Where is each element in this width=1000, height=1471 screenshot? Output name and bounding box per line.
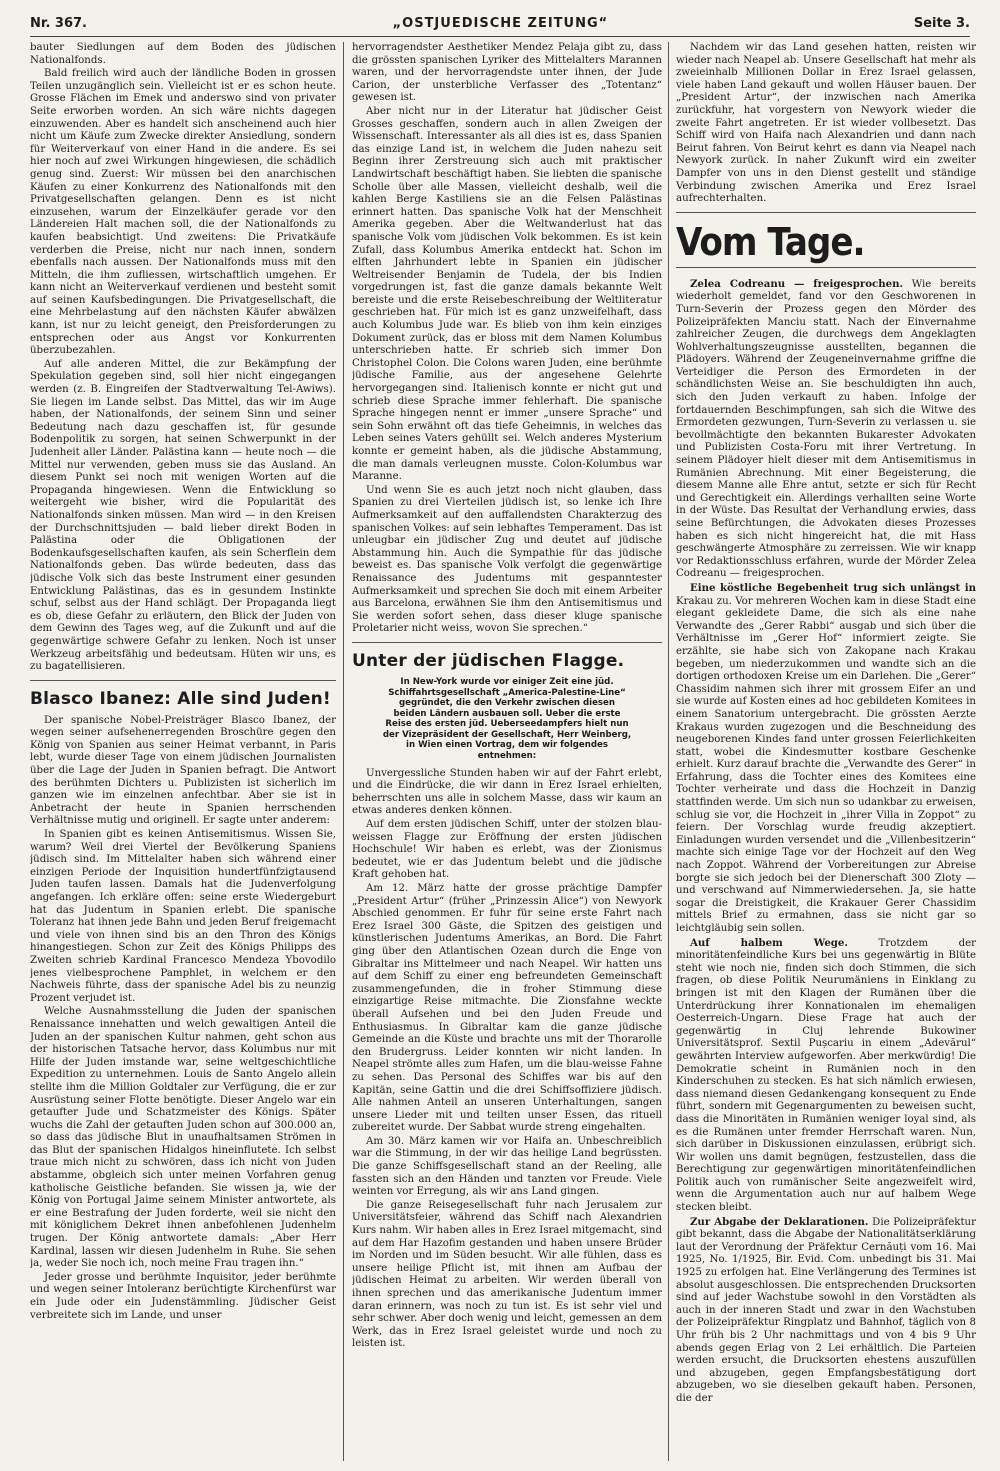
paragraph: Der spanische Nobel-Preisträger Blasco Ibanez, der wegen seiner aufsehenerregenden Broschüre gegen den König von Spanien aus seiner Heimat verbannt, in Paris lebt, wurde dieser Tage von einem jüdischen Journalisten über die Lage der Juden in Spanien befragt. Die Antwort des berühmten Dichters u. Publizisten ist sicherlich im ganzen wie im einzelnen anfechtbar. Aber sie ist in Anbetracht der heute in Spanien herrschenden Verhältnisse mutig und originell. Er sagte unter anderem: xyxy=(30,714,336,827)
page-number: Seite 3. xyxy=(913,15,970,31)
article-divider xyxy=(676,212,976,213)
news-body: Wie bereits wiederholt gemeldet, fand vor den Geschworenen in Turn-Severin der Prozess gegen den Mörder des Polizeipräfekten Manciu statt. Nach der Einvernahme zahlreicher Zeugen, die durchwegs dem Angeklagten Wohlverhaltungszeugnisse ausstellten, begannen die Plädoyers. Während der Zeugeneinvernahme griffne die Verteidiger die Person des Ermordeten in der schändlichsten Weise an. Sie beschuldigten ihn auch, sich den Juden verkauft zu haben. Infolge der fortdauernden Beschimpfungen, sah sich die Witwe des Ermordeten gezwungen, Turn-Severin zu verlassen u. sie bevollmächtigte den bekannten Bukarester Advokaten und Publizisten Costa-Foru mit ihrer Vertretung. In seinem Plädoyer hielt dieser mit dem Antisemitismus in Rumänien Abrechnung. Mit einer Begeisterung, die diesem Manne alle Ehre antut, setzte er sich für Recht und Gerechtigkeit ein. Allerdings verhallten seine Worte in der Wüste. Das Resultat der Verhandlung erwies, dass seine Befürchtungen, die Advokaten dieses Prozesses haben es sich nicht hingereicht hat, die mit Hass geschwängerte Atmosphäre zu zerreissen. Wie wir knapp vor Redaktionsschluss erfahren, wurde der Mörder Zelea Codreanu — freigesprochen. xyxy=(676,278,976,580)
paragraph: Am 12. März hatte der grosse prächtige Dampfer „President Artur“ (früher „Prinzessin Alice“) von Newyork Abschied genommen. Er fuhr für seine erste Fahrt nach Erez Israel 300 Gäste, die Spitzen des geistigen und künstlerischen Judentums Amerikas, an Bord. Die Fahrt ging über den Atlantischen Ozean durch die Enge von Gibraltar ins Mittelmeer und nach Neapel. Wir hatten uns auf dem Schiff zu einer eng befreundeten Gemeinschaft zusammengefunden, die in froher Stimmung diese einzigartige Reise mitmachte. Die Zionsfahne weckte überall Aufsehen und bei den Juden Freude und Enthusiasmus. In Gibraltar kam die ganze jüdische Gemeinde an die Küste und brachte uns mit der Thorarolle den Brudergruss. Leider konnten wir nicht landen. In Neapel strömte alles zum Hafen, um die blau-weisse Fahne zu sehen. Das Personal des Schiffes war bis auf den Kapitän, seine Gattin und die drei Schiffsoffiziere jüdisch. Alle nahmen Anteil an unseren Unterhaltungen, sangen unsere Lieder mit und teilten unser Essen, das rituell zubereitet wurde. Der Sabbat wurde streng eingehalten. xyxy=(352,883,662,1134)
paragraph: Und wenn Sie es auch jetzt noch nicht glauben, dass Spanien zu drei Vierteilen jüdisch ist, so lenke ich Ihre Aufmerksamkeit auf den auffallendsten Charakterzug des spanischen Volkes: auf sein lebhaftes Temperament. Das ist unleugbar ein jüdischer Zug und deutet auf jüdische Abstammung hin. Auch die Sympathie für das jüdische beweist es. Das spanische Volk verfolgt die gegenwärtige Renaissance des Judentums mit gespanntester Aufmerksamkeit und sprechen Sie doch mit einem Arbeiter aus Barcelona, erwähnen Sie ihm den Antisemitismus und Sie werden sofort sehen, dass dieser kluge spanische Proletarier nicht weiss, wovon Sie sprechen.“ xyxy=(352,484,662,635)
paragraph: Nachdem wir das Land gesehen hatten, reisten wir wieder nach Neapel ab. Unsere Gesellschaft hat mehr als zweieinhalb Millionen Dollar in Erez Israel gelassen, viele haben Land gekauft und wollen Häuser bauen. Der „President Artur“, der inzwischen nach Amerika zurückfuhr, hat vorgestern von Newyork wieder die zweite Fahrt angetreten. Er ist wieder vollbesetzt. Das Schiff wird von Haifa nach Alexandrien und dann nach Beirut fahren. Von Beirut kehrt es dann via Neapel nach Newyork zurück. In naher Zukunft wird ein zweiter Dampfer von uns in den Dienst gestellt und ständige Verbindung zwischen Amerika und Erez Israel aufrechterhalten. xyxy=(676,42,976,205)
article-divider xyxy=(30,680,336,681)
paragraph: Am 30. März kamen wir vor Haifa an. Unbeschreiblich war die Stimmung, in der wir das heilige Land begrüssten. Die ganze Schiffsgesellschaft stand an der Reeling, alle fassten sich an den Händen und tanzten vor Freude. Viele weinten vor Erregung, als wir ans Land gingen. xyxy=(352,1135,662,1198)
paragraph: Bald freilich wird auch der ländliche Boden in grossen Teilen unzugänglich sein. Vielleicht ist er es schon heute. Grosse Flächen im Emek und anderswo sind von privater Seite erworben worden. An sich wäre nichts dagegen einzuwenden. Aber es handelt sich anscheinend auch hier nicht um Käufe zum Zwecke direkter Ansiedlung, sondern für Weiterverkauf von einer Hand in die andere. Es sei hier noch auf zwei Wirkungen hingewiesen, die schädlich genug sind. Zuerst: Wir müssen bei den anarchischen Käufen zu einer Konkurrenz des Nationalfonds mit den Privatgesellschaften gelangen. Denn es ist nicht einzusehen, warum der Einzelkäufer gerade vor den Ländereien Halt machen soll, die der Nationalfonds zu kaufen beabsichtigt. Und zweitens: Die Privatkäufe verderben die Preise, nicht nur nach innen, sondern ebenfalls nach aussen. Der Nationalfonds muss mit den Mitteln, die ihm zufliessen, wirtschaftlich umgehen. Er kann nicht an Weiterverkauf verdienen und besteht somit auf seinen Kaufsbedingungen. Die Privatgesellschaft, die eine Mehrbelastung auf den nächsten Käufer abwälzen kann, ist nur zu leicht geneigt, den Preisforderungen zu entsprechen oder aus Angst vor Konkurrenten überzubezahlen. xyxy=(30,68,336,357)
article-headline: Blasco Ibanez: Alle sind Juden! xyxy=(30,688,331,709)
news-item xyxy=(676,582,976,936)
news-lead: Auf halbem Wege. xyxy=(690,936,848,949)
issue-number: Nr. 367. xyxy=(30,15,87,31)
news-item xyxy=(676,937,976,1215)
paragraph: Auf dem ersten jüdischen Schiff, unter der stolzen blau-weissen Flagge zur Eröffnung der ersten jüdischen Hochschule! Wir haben es erlebt, was der Zionismus bedeutet, wie er das Judentum belebt und die jüdische Kraft gehoben hat. xyxy=(352,819,662,881)
paragraph: Auf alle anderen Mittel, die zur Bekämpfung der Spekulation gegeben sind, soll hier nicht eingegangen werden (z. B. Eingreifen der Stadtverwaltung Tel-Awiws). Sie liegen im Lande selbst. Das Mittel, das wir im Auge haben, der Nationalfonds, der seinem Sinn und seiner Bedeutung nach dazu geschaffen ist, für gesunde Bodenpolitik zu sorgen, hat seinen Schwerpunkt in der Judenheit aller Länder. Palästina kann — heute noch — die Mittel nur verwenden, geben muss sie das Ausland. An diesem Punkt sei noch mit wenigen Worten auf die Propaganda hingewiesen. Wenn die Entwicklung so weitergeht wie bisher, wird die Popularität des Nationalfonds sinken müssen. Man wird — in den Kreisen der Durchschnittsjuden — bald lieber direkt Boden in Palästina oder die Obligationen der Bodenkaufsgesellschaften kaufen, als sein Scherflein dem Nationalfonds geben. Das würde bedeuten, dass das jüdische Volk sich das beste Instrument einer gesunden Entwicklung Palästinas, das es in gesundem Instinkte schuf, selbst aus der Hand schlägt. Der Propaganda liegt es ob, diese Gefahr zu erläutern, den Blick der Juden von dem Gewinn des Tages weg, auf die Zukunft und auf die gegenwärtige schwere Gefahr zu lenken. Noch ist unser Werkzeug arbeitsfähig und bedeutsam. Hüten wir uns, es zu bagatellisieren. xyxy=(30,358,336,673)
column-left xyxy=(30,42,336,1461)
column-rule xyxy=(668,42,669,1461)
news-lead: Zur Abgabe der Deklarationen. xyxy=(690,1215,869,1228)
paragraph: Aber nicht nur in der Literatur hat jüdischer Geist Grosses geschaffen, sondern auch in allen Zweigen der Wissenschaft. Interessanter als all dies ist es, dass Spanien das einzige Land ist, in welchem die Juden nahezu seit Beginn ihrer Zerstreuung sich auch mit praktischer Landwirtschaft beschäftigt haben. Sie liebten die spanische Scholle über alle Massen, vielleicht deshalb, weil die kahlen Berge Kastiliens sie an die Felsen Palästinas erinnert hatten. Das spanische Volk hat der Menschheit Amerika gegeben. Aber die Weltwanderlust hat das spanische Volk vom jüdischen Volk bekommen. Es ist kein Zufall, dass Kolumbus Amerika entdeckt hat. Schon im elften Jahrhundert lebte in Spanien ein jüdischer Weltreisender Benjamin de Tudela, der bis Indien vorgedrungen ist, fast die ganze damals bekannte Welt bereiste und die erste Reisebeschreibung der Weltliteratur geschrieben hat. Für mich ist es ganz unzweifelhaft, dass auch Kolumbus Jude war. Es blieb von ihm kein einziges Dokument zurück, das er bloss mit dem Namen Kolumbus unterschrieben hatte. Er schrieb sich immer Don Christophel Colon. Die Colons waren Juden, eine berühmte jüdische Familie, aus der angesehene Gelehrte hervorgegangen sind. Italienisch konnte er nicht gut und schrieb diese Sprache immer fehlerhaft. Die spanische Sprache hingegen nennt er immer „unsere Sprache“ und sein Sohn erwähnt oft das tiefe Geheimnis, in welches das Leben seines Vaters gehüllt sei. Welch anderes Mysterium konnte er gemeint haben, als die jüdische Abstammung, die man damals verleugnen musste. Colon-Kolumbus war Maranne. xyxy=(352,105,662,483)
section-headline: Vom Tage. xyxy=(676,221,976,268)
news-lead: Zelea Codreanu — freigesprochen. xyxy=(690,277,904,290)
page-header xyxy=(30,10,970,37)
news-lead: Eine köstliche Begebenheit trug sich unlängst in xyxy=(690,581,976,594)
paragraph: In Spanien gibt es keinen Antisemitismus. Wissen Sie, warum? Weil drei Viertel der Bevölkerung Spaniens jüdisch sind. Im Mittelalter haben sich während einer einzigen Periode der Inquisition hundertfünfzigtausend Juden taufen lassen. Damals hat die Judenverfolgung angefangen. Ich erkläre offen: seine erste Wiedergeburt hat das Judentum in Spanien erlebt. Die spanische Toleranz hat ihnen jede Bahn und jeden Beruf freigemacht und viele von ihnen sind bis an den Thron des Königs hinangestiegen. Schon zur Zeit des Königs Philipps des Zweiten schrieb Kardinal Francesco Mendeza Ybovodilo jenes vielbesprochene Pamphlet, in welchem er den Nachweis führte, dass der spanische Adel bis zu neunzig Prozent verjudet ist. xyxy=(30,829,336,1004)
column-middle xyxy=(352,42,662,1461)
paragraph: bauter Siedlungen auf dem Boden des jüdischen Nationalfonds. xyxy=(30,42,336,66)
column-rule xyxy=(343,42,344,1461)
news-item xyxy=(676,278,976,581)
paragraph: Jeder grosse und berühmte Inquisitor, jeder berühmte und wegen seiner Intoleranz berüchtigte Kirchenfürst war ein Jude oder ein Judenstämmling. Jüdischer Geist verbreitete sich im Lande, und unser xyxy=(30,1271,336,1321)
article-divider xyxy=(352,642,662,643)
news-item xyxy=(676,1216,976,1406)
column-right xyxy=(676,42,976,1461)
news-body: Krakau zu. Vor mehreren Wochen kam in diese Stadt eine elegant gekleidete Dame, die sich als eine nahe Verwandte des „Gerer Rabbi“ ausgab und sich über die Verhältnisse im „Gerer Hof“ informiert zeigte. Sie erzählte, sie habe sich von Zakopane nach Krakau begeben, um niederzukommen und wandte sich an die dortigen orthodoxen Kreise um ein Darlehen. Die „Gerer“ Chassidim nahmen sich ihrer mit grossem Eifer an und sie wurde auf Kosten eines ad hoc gebildeten Komitees in einem Sanatorium untergebracht. Die grössten Aerzte Krakaus wurden zugezogen und die Beschneidung des neugeborenen Kindes fand unter grossen Feierlichkeiten statt, wobei die Kindesmutter kostbare Geschenke erhielt. Kurz darauf brachte die „Verwandte des Gerer“ in Erfahrung, dass die Tochter eines des Komitees eine Tochter verheirate und dass die Hochzeit in Danzig stattfinden werde. Um sich nun so udankbar zu erweisen, schlug sie vor, die Hochzeit in „ihrer Villa in Zoppot“ zu feiern. Der Vorschlag wurde freudig akzeptiert. Einladungen wurden versendet und die „Villenbesitzerin“ machte sich einige Tage vor der Hochzeit auf den Weg nach Zoppot. Während der Vorbereitungen zur Abreise borgte sie sich jedoch bei der Dienerschaft 300 Zloty — und verschwand auf Nimmerwiedersehen. Ja, sie hatte sogar die Dreistigkeit, die Krakauer Gerer Chassidim mittels Brief zu ermahnen, dass sie nicht gar so leichtgläubig sein sollen. xyxy=(676,595,976,934)
article-intro: In New-York wurde vor einiger Zeit eine jüd. Schiffahrtsgesellschaft „America-Palestine-Line“ gegründet, die den Verkehr zwischen diesen beiden Ländern ausbauen soll. Ueber die erste Reise des ersten jüd. Ueberseedampfers hielt nun der Vizepräsident der Gesellschaft, Herr Weinberg, in Wien einen Vortrag, dem wir folgendes entnehmen: xyxy=(382,676,632,762)
paragraph: hervorragendster Aesthetiker Mendez Pelaja gibt zu, dass die grössten spanischen Lyriker des Mittelalters Marannen waren, und der hervorragendste unter ihnen, der Jude Carion, der unsterbliche Verfasser des „Totentanz“ gewesen ist. xyxy=(352,42,662,104)
news-body: Die Polizeipräfektur gibt bekannt, dass die Abgabe der Nationalitätserklärung laut der Verordnung der Präfektur Cernăuți vom 16. Mai 1925, No. 1/1925, Bir. Evid. Com. unbedingt bis 31. Mai 1925 zu erfolgen hat. Eine Verlängerung des Termines ist absolut ausgeschlossen. Die entsprechenden Drucksorten sind auf jeder Wachstube sowohl in den Vorstädten als auch in der inneren Stadt und zwar in den Wachstuben der Polizeipräfektur Ringplatz und Bahnhof, täglich von 8 Uhr früh bis 2 Uhr nachmittags und von 4 bis 9 Uhr abends gegen Erlag von 2 Lei erhältlich. Die Parteien werden ersucht, die Drucksorten ehestens auszufüllen und abzugeben, gegen Empfangsbestätigung dort abzugeben, wo sie dieselben gekauft haben. Personen, die der xyxy=(676,1216,976,1404)
news-body: Trotzdem der minoritätenfeindliche Kurs bei uns gegenwärtig in Blüte steht wie noch nie, finden sich doch Stimmen, die sich fragen, ob diese Politik Neurumäniens in Einklang zu bringen ist mit den Klagen der Rumänen über die Unterdrückung ihrer Konnationalen im ehemaligen Oesterreich-Ungarn. Diese Frage hat auch der gegenwärtig in Cluj lehrende Bukowiner Universitätsprof. Sextil Pușcariu in einem „Adevărul“ gewährten Interview aufgeworfen. Aber merkwürdig! Die Demokratie scheint in Rumänien noch in den Kinderschuhen zu stecken. Es hat sich nämlich erwiesen, dass niemand diesen Gedankengang konsequent zu Ende führt, sondern mit Gegenargumenten zu beweisen sucht, dass die Minoritäten in Rumänien weniger loyal sind, als es die Rumänen unter fremder Herrschaft waren. Nun, sich darüber in Diskussionen einzulassen, erübrigt sich. Wir wollen uns damit begnügen, festzustellen, dass die Berechtigung zur gegenwärtigen minoritätenfeindlichen Politik auch von rumänischer Seite angezweifelt wird, wenn die Argumentation auch nur auf halbem Wege stecken bleibt. xyxy=(676,937,976,1214)
article-headline: Unter der jüdischen Flagge. xyxy=(352,650,625,671)
newspaper-title: „OSTJUEDISCHE ZEITUNG“ xyxy=(392,15,609,31)
paragraph: Welche Ausnahmsstellung die Juden der spanischen Renaissance innehatten und welch gewaltigen Anteil die Juden an der spanischen Kultur nahmen, geht schon aus der historischen Tatsache hervor, dass Kolumbus nur mit Hilfe der Juden imstande war, seine weltgeschichtliche Expedition zu unternehmen. Louis de Santo Angelo allein stellte ihm die Million Goldtaler zur Verfügung, die er zur Ausrüstung seiner Flotte benötigte. Dieser Angelo war ein getaufter Jude und Schatzmeister des Königs. Später wuchs die Zahl der getauften Juden schon auf 300.000 an, so dass das jüdische Blut in unaufhaltsamen Strömen in das Blut der spanischen Hidalgos hineinflutete. Ich selbst traue mich nicht zu schwören, dass ich nicht von Juden abstamme, obgleich sich unter meinen Vorfahren genug katholische Geistliche befanden. Sie wissen ja, wie der König von Portugal Jaime seinem Minister antwortete, als er eine Bestrafung der Juden forderte, weil sie nicht den mit königlichem Dekret ihnen anbefohlenen Judenhelm trugen. Der König antwortete damals: „Aber Herr Kardinal, lassen wir diesen Judenhelm in Ruhe. Sie sehen ja, weder Sie noch ich, noch meine Frau tragen ihn.“ xyxy=(30,1006,336,1270)
paragraph: Die ganze Reisegesellschaft fuhr nach Jerusalem zur Universitätsfeier, während das Schiff nach Alexandrien Kurs nahm. Wir haben alles in Erez Israel mitgemacht, sind auf dem Har Hazofim gestanden und haben unsere Brüder im Norden und im Süden besucht. Wir alle fühlen, dass es unsere heilige Pflicht ist, mit ihnen am Aufbau der jüdischen Heimat zu arbeiten. Wir werden überall von ihnen sprechen und das amerikanische Judentum immer daran erinnern, was noch zu tun ist. Es ist sehr viel und sehr schwer. Aber doch wenig und leicht, gemessen an dem Werk, das in Erez Israel geleistet wurde und noch zu leisten ist. xyxy=(352,1199,662,1350)
paragraph: Unvergessliche Stunden haben wir auf der Fahrt erlebt, und die Eindrücke, die wir dann in Erez Israel erhielten, beherrschten uns alle in solchem Masse, dass wir kaum an etwas anderes denken können. xyxy=(352,767,662,817)
